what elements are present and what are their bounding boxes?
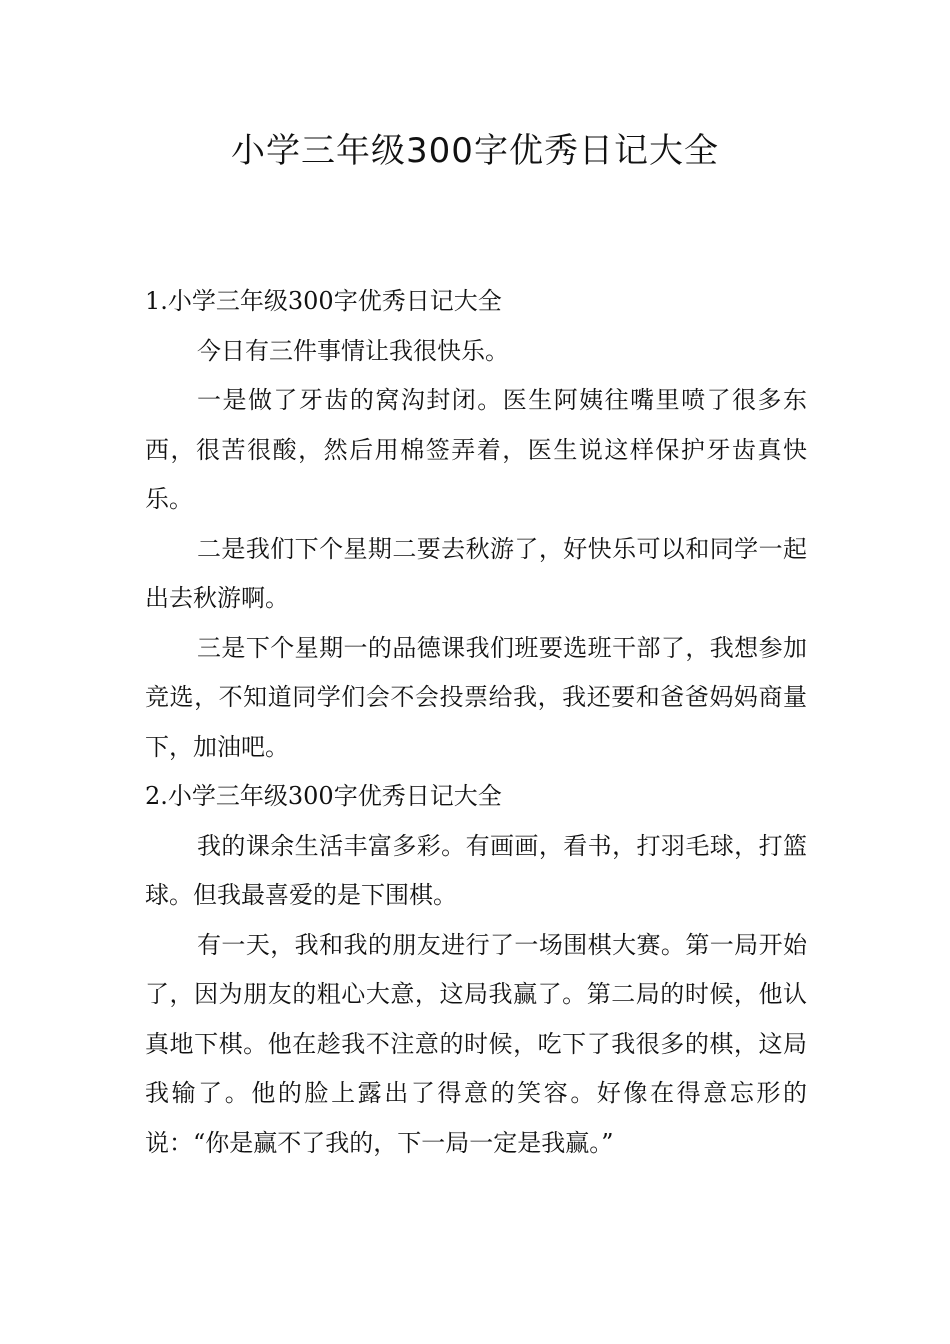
document-title: 小学三年级300字优秀日记大全 <box>231 131 719 171</box>
paragraph: 一是做了牙齿的窝沟封闭。医生阿姨往嘴里喷了很多东西，很苦很酸，然后用棉签弄着，医生说这样保护牙齿真快乐。 <box>145 386 807 513</box>
document-body <box>145 277 807 1168</box>
paragraph: 我的课余生活丰富多彩。有画画，看书，打羽毛球，打篮球。但我最喜爱的是下围棋。 <box>145 831 807 909</box>
section-heading: 2.小学三年级300字优秀日记大全 <box>145 782 502 810</box>
section-heading: 1.小学三年级300字优秀日记大全 <box>145 287 502 315</box>
paragraph: 二是我们下个星期二要去秋游了，好快乐可以和同学一起出去秋游啊。 <box>145 534 807 612</box>
paragraph: 今日有三件事情让我很快乐。 <box>197 336 509 365</box>
diary-section-2 <box>145 772 807 1168</box>
paragraph: 三是下个星期一的品德课我们班要选班干部了，我想参加竞选，不知道同学们会不会投票给我，我还要和爸爸妈妈商量下，加油吧。 <box>145 633 807 761</box>
paragraph: 有一天，我和我的朋友进行了一场围棋大赛。第一局开始了，因为朋友的粗心大意，这局我赢了。第二局的时候，他认真地下棋。他在趁我不注意的时候，吃下了我很多的棋，这局我输了。他的脸上露出了得意的笑容。好像在得意忘形的说：“你是赢不了我的，下一局一定是我赢。” <box>145 930 807 1157</box>
diary-section-1 <box>145 277 807 772</box>
